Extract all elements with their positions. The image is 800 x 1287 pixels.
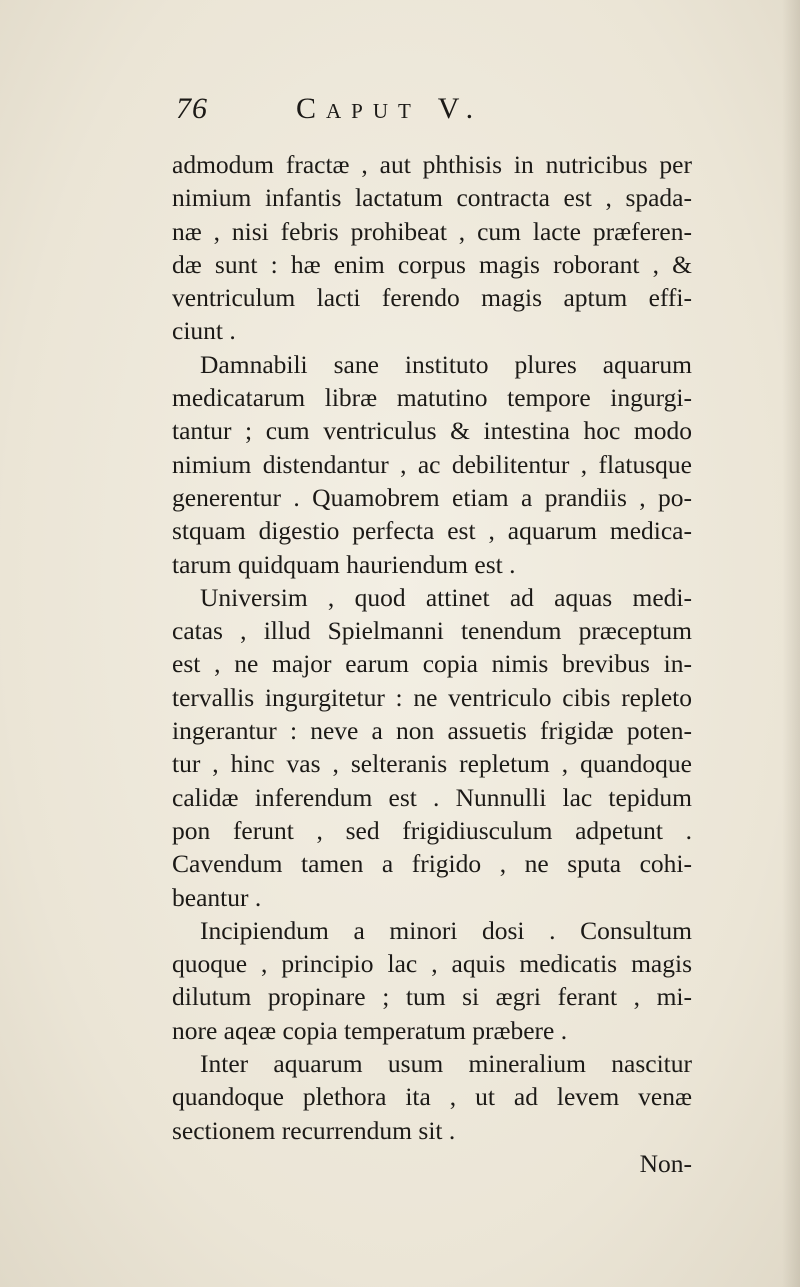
text-line: sectionem recurrendum sit . (172, 1115, 456, 1145)
text-line: nore aqeæ copia temperatum præbere . (172, 1015, 568, 1045)
text-line: Inter aquarum usum mineralium nascitur (200, 1049, 692, 1079)
text-line: pon ferunt , sed frigidiusculum adpetunt . (172, 815, 692, 845)
text-line: dilutum propinare ; tum si ægri ferant , mi- (172, 982, 692, 1012)
text-line: tervallis ingurgitetur : ne ventriculo cibis repleto (172, 682, 692, 712)
text-line: tur , hinc vas , selteranis repletum , quandoque (172, 749, 692, 779)
text-line: beantur . (172, 882, 262, 912)
text-line: ingerantur : neve a non assuetis frigidæ poten- (172, 716, 692, 746)
body-text (172, 148, 692, 1180)
text-line: nimium distendantur , ac debilitentur , flatusque (172, 449, 692, 479)
text-line: ciunt . (172, 316, 236, 346)
text-line: est , ne major earum copia nimis brevibus in- (172, 649, 692, 679)
text-line: Cavendum tamen a frigido , ne sputa cohi- (172, 849, 692, 879)
text-line: dæ sunt : hæ enim corpus magis roborant , & (172, 249, 692, 279)
text-line: stquam digestio perfecta est , aquarum medica- (172, 516, 692, 546)
page-edge-shadow (782, 0, 800, 1287)
text-line: næ , nisi febris prohibeat , cum lacte præferen- (172, 216, 692, 246)
text-line: Damnabili sane instituto plures aquarum (200, 349, 692, 379)
text-line: quandoque plethora ita , ut ad levem venæ (172, 1082, 692, 1112)
text-line: quoque , principio lac , aquis medicatis magis (172, 949, 692, 979)
page-number: 76 (176, 92, 208, 125)
text-line: admodum fractæ , aut phthisis in nutricibus per (172, 150, 692, 179)
text-line: tarum quidquam hauriendum est . (172, 549, 516, 579)
text-line: catas , illud Spielmanni tenendum præceptum (172, 616, 692, 646)
page-header (176, 92, 656, 132)
text-line: calidæ inferendum est . Nunnulli lac tepidum (172, 782, 692, 812)
text-line: ventriculum lacti ferendo magis aptum effi- (172, 283, 692, 313)
text-line: Universim , quod attinet ad aquas medi- (200, 582, 692, 612)
catchword: Non- (639, 1148, 692, 1178)
text-line: Incipiendum a minori dosi . Consultum (200, 915, 692, 945)
text-line: generentur . Quamobrem etiam a prandiis , po- (172, 482, 692, 512)
text-line: tantur ; cum ventriculus & intestina hoc modo (172, 416, 692, 446)
text-line: medicatarum libræ matutino tempore ingurgi- (172, 383, 692, 413)
text-line: nimium infantis lactatum contracta est , spada- (172, 183, 692, 213)
running-head: Caput V. (296, 92, 484, 125)
